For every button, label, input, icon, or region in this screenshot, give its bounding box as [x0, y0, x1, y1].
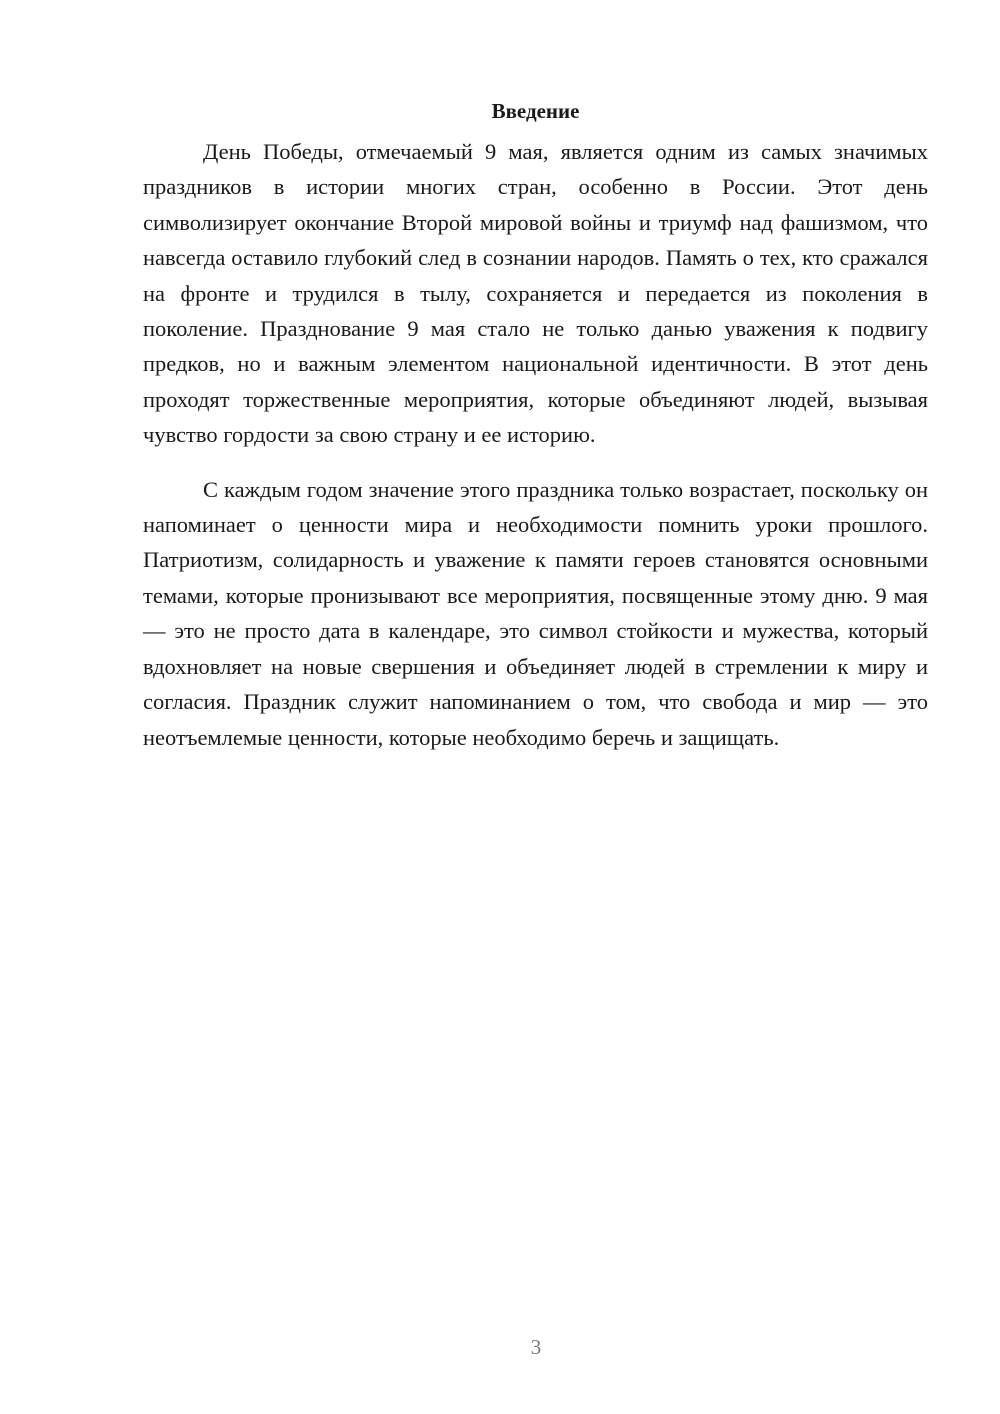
paragraph-1: День Победы, отмечаемый 9 мая, является одним из самых значимых праздников в истории многих стран, особенно в России. Этот день символизирует окончание Второй мировой войны и триумф над фашизмом, что навсегда оставило глубокий след в сознании народов. Память о тех, кто сражался на фронте и трудился в тылу, сохраняется и передается из поколения в поколение. Празднование 9 мая стало не только данью уважения к подвигу предков, но и важным элементом национальной идентичности. В этот день проходят торжественные мероприятия, которые объединяют людей, вызывая чувство гордости за свою страну и ее историю. — [143, 139, 928, 448]
page-content — [143, 95, 928, 755]
section-title: Введение — [491, 99, 580, 123]
page-number: 3 — [530, 1335, 542, 1359]
paragraph-2: С каждым годом значение этого праздника только возрастает, поскольку он напоминает о ценности мира и необходимости помнить уроки прошлого. Патриотизм, солидарность и уважение к памяти героев становятся основными темами, которые пронизывают все мероприятия, посвященные этому дню. 9 мая — это не просто дата в календаре, это символ стойкости и мужества, который вдохновляет на новые свершения и объединяет людей в стремлении к миру и согласия. Праздник служит напоминанием о том, что свобода и мир — это неотъемлемые ценности, которые необходимо беречь и защищать. — [143, 476, 928, 750]
